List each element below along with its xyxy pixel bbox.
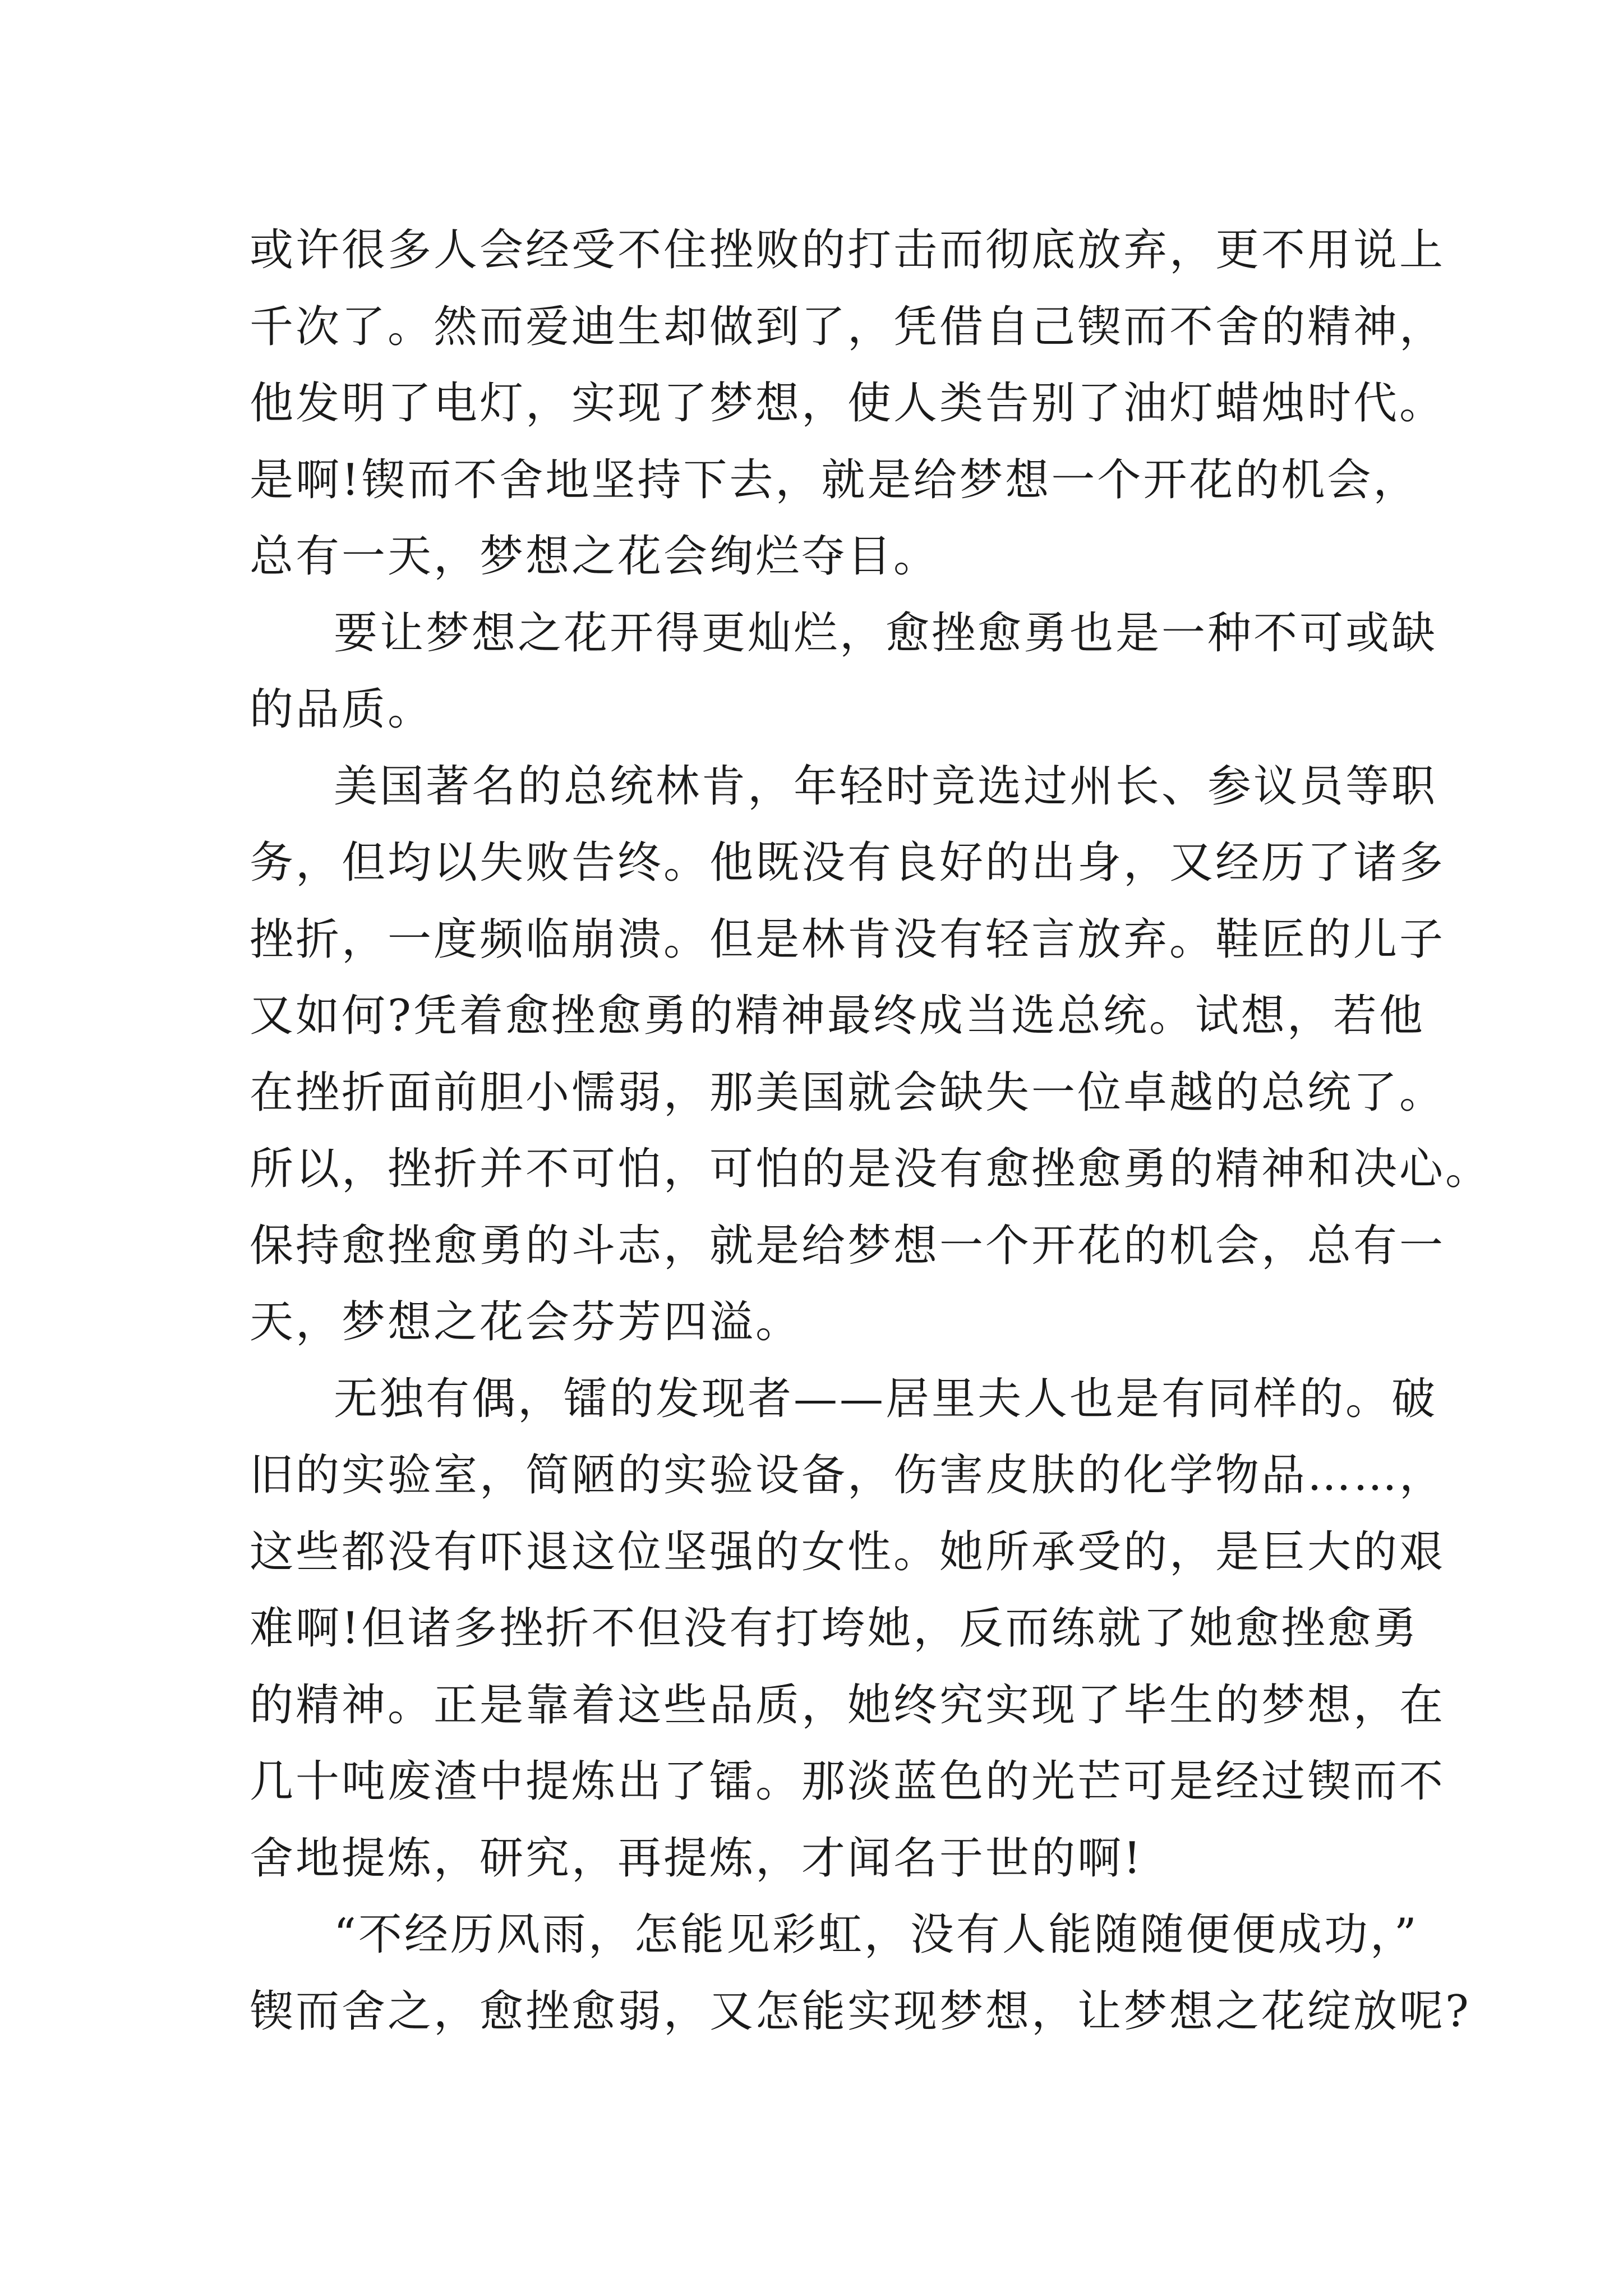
- text-line: 总有一天，梦想之花会绚烂夺目。: [250, 531, 940, 582]
- paragraph-first-line: “不经历风雨，怎能见彩虹，没有人能随随便便成功，”: [334, 1910, 1419, 1960]
- text-line: 或许很多人会经受不住挫败的打击而彻底放弃，更不用说上: [250, 225, 1446, 275]
- text-line: 又如何?凭着愈挫愈勇的精神最终成当选总统。试想，若他: [250, 991, 1425, 1041]
- text-line: 保持愈挫愈勇的斗志，就是给梦想一个开花的机会，总有一: [250, 1220, 1446, 1271]
- paragraph-first-line: 要让梦想之花开得更灿烂，愈挫愈勇也是一种不可或缺: [334, 608, 1438, 659]
- text-line: 几十吨废渣中提炼出了镭。那淡蓝色的光芒可是经过锲而不: [250, 1756, 1446, 1807]
- text-line: 天，梦想之花会芬芳四溢。: [250, 1297, 802, 1347]
- text-line: 旧的实验室，简陋的实验设备，伤害皮肤的化学物品……，: [250, 1450, 1446, 1501]
- text-line: 他发明了电灯，实现了梦想，使人类告别了油灯蜡烛时代。: [250, 378, 1446, 429]
- paragraph-first-line: 美国著名的总统林肯，年轻时竞选过州长、参议员等职: [334, 761, 1438, 812]
- text-line: 的品质。: [250, 684, 434, 735]
- text-line: 舍地提炼，研究，再提炼，才闻名于世的啊!: [250, 1833, 1144, 1884]
- text-line: 务，但均以失败告终。他既没有良好的出身，又经历了诸多: [250, 838, 1446, 888]
- text-line: 挫折，一度频临崩溃。但是林肯没有轻言放弃。鞋匠的儿子: [250, 914, 1446, 965]
- text-line: 千次了。然而爱迪生却做到了，凭借自己锲而不舍的精神，: [250, 301, 1446, 352]
- text-line: 在挫折面前胆小懦弱，那美国就会缺失一位卓越的总统了。: [250, 1067, 1446, 1118]
- text-line: 的精神。正是靠着这些品质，她终究实现了毕生的梦想，在: [250, 1680, 1446, 1731]
- text-line: 是啊!锲而不舍地坚持下去，就是给梦想一个开花的机会，: [250, 454, 1419, 505]
- text-line: 所以，挫折并不可怕，可怕的是没有愈挫愈勇的精神和决心。: [250, 1144, 1492, 1194]
- text-line: 这些都没有吓退这位坚强的女性。她所承受的，是巨大的艰: [250, 1526, 1446, 1577]
- paragraph-first-line: 无独有偶，镭的发现者——居里夫人也是有同样的。破: [334, 1373, 1438, 1424]
- text-line: 锲而舍之，愈挫愈弱，又怎能实现梦想，让梦想之花绽放呢?: [250, 1986, 1471, 2037]
- text-line: 难啊!但诸多挫折不但没有打垮她，反而练就了她愈挫愈勇: [250, 1603, 1419, 1654]
- essay-body: [250, 212, 1492, 2050]
